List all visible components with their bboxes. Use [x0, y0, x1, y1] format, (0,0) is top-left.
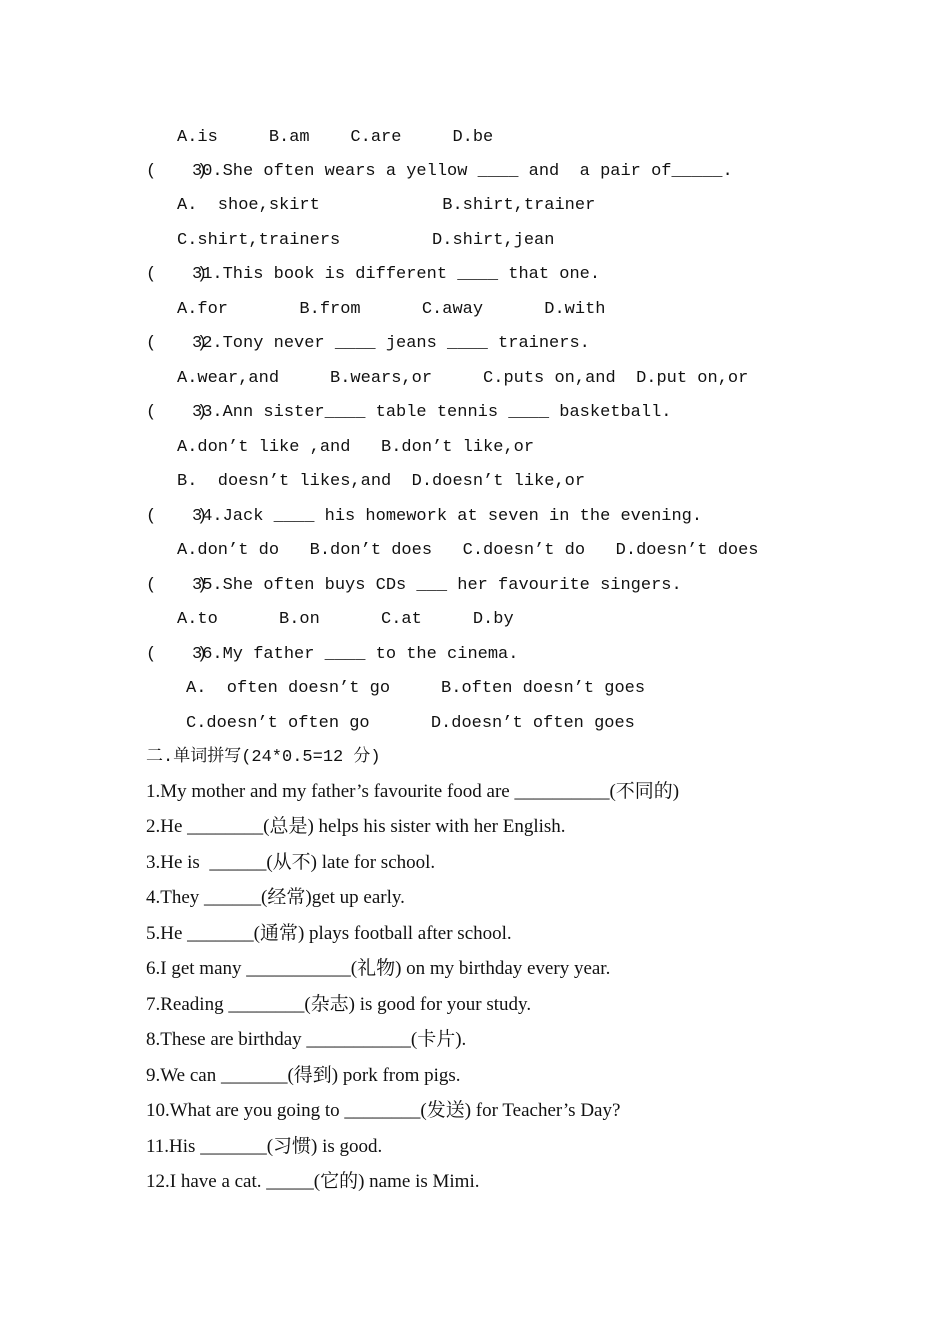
- spelling-item: 4.They ______(经常)get up early.: [146, 887, 405, 908]
- spelling-item: 2.He ________(总是) helps his sister with her English.: [146, 816, 566, 837]
- q36-stem: 36.My father ____ to the cinema.: [192, 645, 519, 664]
- q35-answer-paren: ( ): [146, 576, 208, 595]
- q34-options: A.don’t do B.don’t does C.doesn’t do D.doesn’t does: [177, 541, 759, 560]
- q36-options-row2: C.doesn’t often go D.doesn’t often goes: [186, 714, 635, 733]
- spelling-item: 7.Reading ________(杂志) is good for your study.: [146, 994, 532, 1015]
- q33-stem: 33.Ann sister____ table tennis ____ basketball.: [192, 403, 672, 422]
- q30-options-row2: C.shirt,trainers D.shirt,jean: [177, 231, 555, 250]
- q30-stem: 30.She often wears a yellow ____ and a pair of_____.: [192, 162, 733, 181]
- q32-options: A.wear,and B.wears,or C.puts on,and D.put on,or: [177, 369, 749, 388]
- spelling-item: 1.My mother and my father’s favourite food are __________(不同的): [146, 781, 680, 802]
- q29-options: A.is B.am C.are D.be: [177, 128, 494, 147]
- q33-answer-paren: ( ): [146, 403, 208, 422]
- spelling-item: 9.We can _______(得到) pork from pigs.: [146, 1065, 461, 1086]
- q31-answer-paren: ( ): [146, 265, 208, 284]
- q34-stem: 34.Jack ____ his homework at seven in the evening.: [192, 507, 703, 526]
- q30-answer-paren: ( ): [146, 162, 208, 181]
- q33-options-row1: A.don’t like ,and B.don’t like,or: [177, 438, 535, 457]
- spelling-item: 11.His _______(习惯) is good.: [146, 1136, 383, 1157]
- q35-stem: 35.She often buys CDs ___ her favourite singers.: [192, 576, 682, 595]
- q34-answer-paren: ( ): [146, 507, 208, 526]
- q32-stem: 32.Tony never ____ jeans ____ trainers.: [192, 334, 590, 353]
- spelling-item: 8.These are birthday ___________(卡片).: [146, 1029, 467, 1050]
- q33-options-row2: B. doesn’t likes,and D.doesn’t like,or: [177, 472, 586, 491]
- spelling-item: 6.I get many ___________(礼物) on my birthday every year.: [146, 958, 611, 979]
- q31-stem: 31.This book is different ____ that one.: [192, 265, 601, 284]
- spelling-item: 3.He is ______(从不) late for school.: [146, 852, 436, 873]
- q35-options: A.to B.on C.at D.by: [177, 610, 514, 629]
- spelling-item: 5.He _______(通常) plays football after school.: [146, 923, 512, 944]
- q31-options: A.for B.from C.away D.with: [177, 300, 606, 319]
- q30-options-row1: A. shoe,skirt B.shirt,trainer: [177, 196, 596, 215]
- section2-heading: 二.单词拼写(24*0.5=12 分): [146, 748, 381, 767]
- q36-answer-paren: ( ): [146, 645, 208, 664]
- q36-options-row1: A. often doesn’t go B.often doesn’t goes: [186, 679, 646, 698]
- q32-answer-paren: ( ): [146, 334, 208, 353]
- spelling-item: 12.I have a cat. _____(它的) name is Mimi.: [146, 1171, 480, 1192]
- spelling-item: 10.What are you going to ________(发送) for Teacher’s Day?: [146, 1100, 621, 1121]
